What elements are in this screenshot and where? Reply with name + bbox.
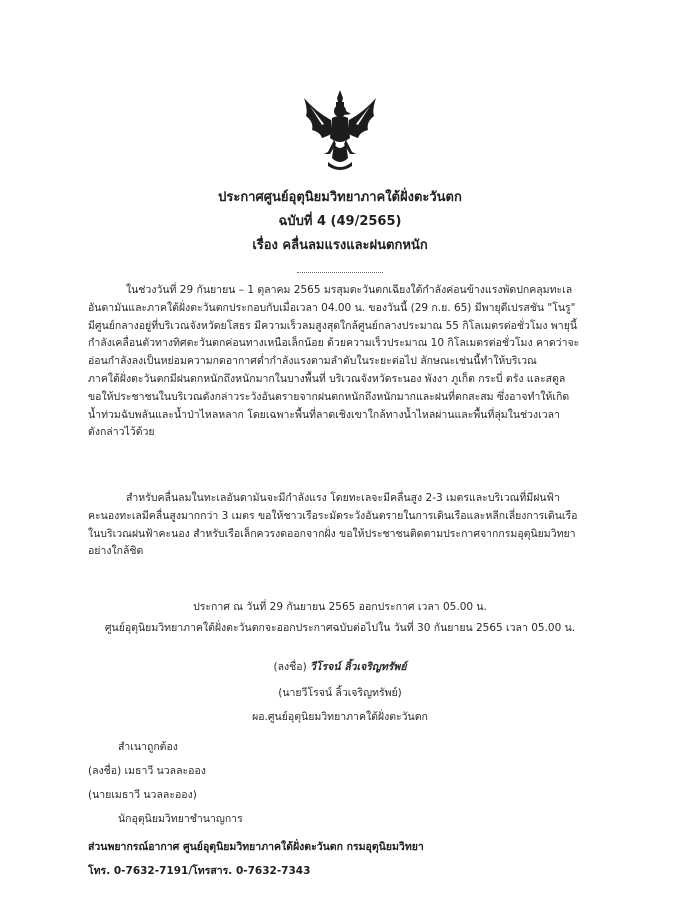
signature-line: [0, 658, 680, 676]
garuda-emblem-icon: [300, 88, 380, 174]
signature-prefix: (ลงชื่อ): [273, 661, 307, 673]
paragraph-1-line: ดังกล่าวไว้ด้วย: [88, 426, 155, 439]
copy-signed: (ลงชื่อ) เมธาวี นวลละออง: [88, 765, 206, 777]
paragraph-1-line: อ่อนกำลังลงเป็นหย่อมความกดอากาศต่ำกำลังแรงตามลำดับในระยะต่อไป ลักษณะเช่นนี้ทำให้บริเวณ: [88, 355, 537, 368]
paragraph-2-line: อย่างใกล้ชิด: [88, 545, 144, 558]
title-line-2: ฉบับที่ 4 (49/2565): [278, 214, 402, 229]
footer-contact: โทร. 0-7632-7191/โทรสาร. 0-7632-7343: [88, 865, 311, 877]
paragraph-1-line: ขอให้ประชาชนในบริเวณดังกล่าวระวังอันตรายจากฝนตกหนักถึงหนักมากและฝนที่ตกสะสม ซึ่งอาจทำให้เกิด: [88, 390, 570, 403]
paragraph-1-line: กำลังเคลื่อนตัวทางทิศตะวันตกค่อนทางเหนือเล็กน้อย ด้วยความเร็วประมาณ 10 กิโลเมตรต่อชั่วโมง คาดว่าจะ: [88, 337, 580, 350]
announcement-title: [0, 186, 680, 258]
title-line-1: ประกาศศูนย์อุตุนิยมวิทยาภาคใต้ฝั่งตะวันตก: [218, 190, 462, 205]
next-announce: ศูนย์อุตุนิยมวิทยาภาคใต้ฝั่งตะวันตกจะออกประกาศฉบับต่อไปใน วันที่ 30 กันยายน 2565 เวลา 05.00 น.: [104, 622, 576, 634]
paragraph-1-line: ภาคใต้ฝั่งตะวันตกมีฝนตกหนักถึงหนักมากในบางพื้นที่ บริเวณจังหวัดระนอง พังงา ภูเก็ต กระบี่ ตรัง และสตูล: [88, 372, 566, 385]
signature-printed-name: (นายวีโรจน์ ลิ้วเจริญทรัพย์): [278, 687, 402, 699]
announce-date: ประกาศ ณ วันที่ 29 กันยายน 2565 ออกประกาศ เวลา 05.00 น.: [193, 601, 487, 613]
paragraph-2-line: ในบริเวณฝนฟ้าคะนอง สำหรับเรือเล็กควรงดออกจากฝั่ง ขอให้ประชาชนติดตามประกาศจากกรมอุตุนิยมวิทยา: [88, 527, 576, 540]
title-divider: [297, 272, 383, 273]
signature-name: วีโรจน์ ลิ้วเจริญทรัพย์: [310, 661, 407, 673]
paragraph-1-line: อันดามันและภาคใต้ฝั่งตะวันตกประกอบกับเมื่อเวลา 04.00 น. ของวันนี้ (29 ก.ย. 65) มีพายุดีเปรสชัน "โนรู": [88, 301, 576, 314]
footer-department: ส่วนพยากรณ์อากาศ ศูนย์อุตุนิยมวิทยาภาคใต้ฝั่งตะวันตก กรมอุตุนิยมวิทยา: [88, 841, 424, 853]
paragraph-1-line: มีศูนย์กลางอยู่ที่บริเวณจังหวัดยโสธร มีความเร็วลมสูงสุดใกล้ศูนย์กลางประมาณ 55 กิโลเมตรต่อชั่วโมง พายุนี้: [88, 319, 578, 332]
paragraph-1-line: ในช่วงวันที่ 29 กันยายน – 1 ตุลาคม 2565 มรสุมตะวันตกเฉียงใต้กำลังค่อนข้างแรงพัดปกคลุมทะเล: [126, 284, 573, 296]
signature-position: ผอ.ศูนย์อุตุนิยมวิทยาภาคใต้ฝั่งตะวันตก: [252, 711, 428, 723]
copy-printed-name: (นายเมธาวี นวลละออง): [88, 789, 197, 801]
paragraph-2-line: คะนองทะเลมีคลื่นสูงมากกว่า 3 เมตร ขอให้ชาวเรือระมัดระวังอันตรายในการเดินเรือและหลีกเลี่ยงการเดินเรือ: [88, 509, 578, 522]
paragraph-1: [88, 282, 618, 442]
paragraph-1-line: น้ำท่วมฉับพลันและน้ำป่าไหลหลาก โดยเฉพาะพื้นที่ลาดเชิงเขาใกล้ทางน้ำไหลผ่านและพื้นที่ลุ่มในช่วงเวลา: [88, 408, 560, 421]
title-line-3: เรื่อง คลื่นลมแรงและฝนตกหนัก: [252, 238, 428, 253]
certified-copy-label: สำเนาถูกต้อง: [118, 741, 178, 753]
paragraph-2: [88, 490, 618, 561]
copy-position: นักอุตุนิยมวิทยาชำนาญการ: [118, 813, 243, 825]
paragraph-2-line: สำหรับคลื่นลมในทะเลอันดามันจะมีกำลังแรง โดยทะเลจะมีคลื่นสูง 2-3 เมตรและบริเวณที่มีฝนฟ้า: [126, 492, 560, 504]
